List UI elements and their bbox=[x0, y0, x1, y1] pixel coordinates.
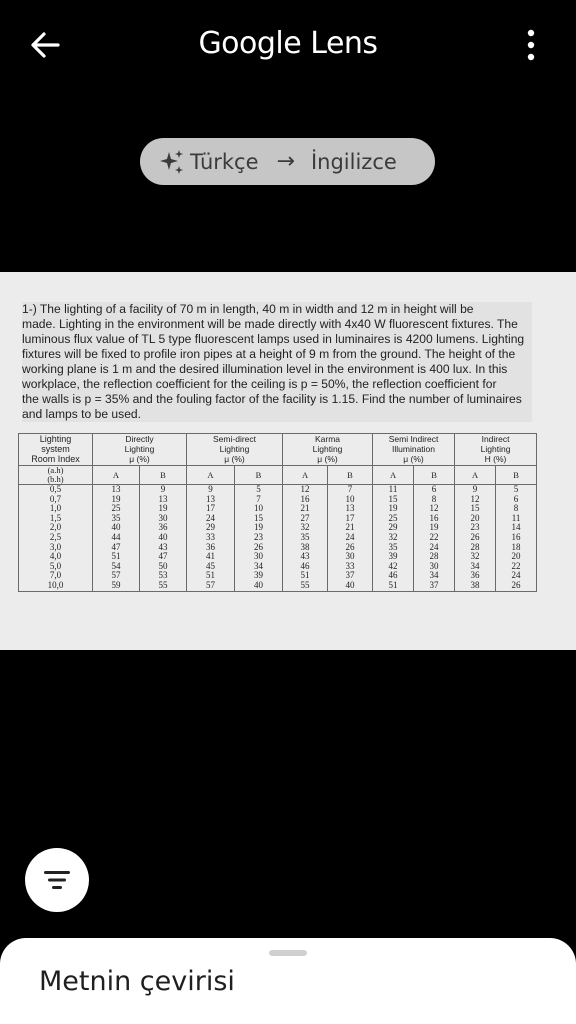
col-b-label: B bbox=[235, 466, 283, 485]
top-bar bbox=[0, 0, 576, 90]
header-group-mixed bbox=[283, 434, 373, 466]
table-cell: 32 bbox=[388, 531, 398, 542]
group-title: Semi Indirect bbox=[388, 434, 439, 444]
group-subtitle: Lighting bbox=[124, 444, 155, 454]
table-cell: 37 bbox=[345, 570, 355, 581]
sheet-title: Metnin çevirisi bbox=[39, 966, 235, 997]
table-cell: 24 bbox=[429, 541, 439, 552]
table-cell: 21 bbox=[300, 503, 310, 514]
table-cell: 33 bbox=[345, 560, 355, 571]
col-a-label: A bbox=[283, 466, 328, 485]
value-column bbox=[496, 485, 537, 592]
room-index-value: 5,0 bbox=[49, 560, 62, 571]
value-column bbox=[140, 485, 187, 592]
table-cell: 8 bbox=[431, 493, 437, 504]
table-cell: 24 bbox=[206, 512, 215, 523]
table-cell: 46 bbox=[388, 570, 398, 581]
table-cell: 26 bbox=[345, 541, 355, 552]
table-cell: 29 bbox=[206, 522, 215, 533]
table-cell: 32 bbox=[300, 522, 310, 533]
table-cell: 16 bbox=[429, 512, 439, 523]
room-index-value: 4,0 bbox=[49, 551, 62, 562]
table-cell: 41 bbox=[206, 551, 215, 562]
table-cell: 26 bbox=[254, 541, 263, 552]
group-unit: μ (%) bbox=[129, 454, 150, 464]
table-cell: 35 bbox=[300, 531, 310, 542]
table-cell: 8 bbox=[513, 503, 519, 514]
col-a-label: A bbox=[93, 466, 140, 485]
group-subtitle: Lighting bbox=[480, 444, 511, 454]
table-cell: 13 bbox=[111, 484, 121, 494]
table-cell: 19 bbox=[429, 522, 439, 533]
drag-handle[interactable] bbox=[269, 950, 307, 956]
value-column bbox=[93, 485, 140, 592]
room-index-value: 3,0 bbox=[49, 541, 62, 552]
room-index-value: 10,0 bbox=[47, 579, 64, 590]
table-cell: 26 bbox=[511, 579, 521, 590]
table-cell: 40 bbox=[345, 579, 355, 590]
table-cell: 24 bbox=[511, 570, 521, 581]
value-column bbox=[373, 485, 414, 592]
paragraph-line: fixtures will be fixed to profile iron pipes at a height of 9 m from the ground. The height of the bbox=[22, 347, 532, 362]
col-b-label: B bbox=[140, 466, 187, 485]
room-index-value: 2,0 bbox=[49, 522, 62, 533]
table-cell: 57 bbox=[206, 579, 215, 590]
table-cell: 22 bbox=[511, 560, 521, 571]
table-cell: 39 bbox=[388, 551, 398, 562]
sparkle-icon bbox=[158, 148, 186, 176]
bottom-sheet[interactable] bbox=[0, 938, 576, 1024]
paragraph-line: and lamps to be used. bbox=[22, 407, 532, 422]
table-cell: 23 bbox=[254, 531, 263, 542]
table-cell: 15 bbox=[388, 493, 398, 504]
language-selector[interactable] bbox=[140, 138, 435, 185]
col-a-label: A bbox=[455, 466, 496, 485]
table-cell: 19 bbox=[158, 503, 168, 514]
table-cell: 39 bbox=[254, 570, 263, 581]
col-b-label: B bbox=[496, 466, 537, 485]
table-cell: 11 bbox=[388, 484, 398, 494]
table-cell: 5 bbox=[513, 484, 519, 494]
table-cell: 37 bbox=[429, 579, 439, 590]
table-cell: 47 bbox=[158, 551, 168, 562]
target-language[interactable]: İngilizce bbox=[310, 149, 397, 174]
header-line: system bbox=[41, 444, 70, 454]
col-b-label: B bbox=[414, 466, 455, 485]
table-cell: 30 bbox=[254, 551, 263, 562]
room-index-value: 0,7 bbox=[49, 493, 62, 504]
table-cell: 27 bbox=[300, 512, 310, 523]
col-a-label: A bbox=[187, 466, 235, 485]
table-cell: 34 bbox=[254, 560, 263, 571]
row-index-label bbox=[19, 466, 93, 485]
header-group-direct bbox=[93, 434, 187, 466]
value-column bbox=[328, 485, 373, 592]
table-cell: 40 bbox=[158, 531, 168, 542]
table-cell: 12 bbox=[470, 493, 480, 504]
header-lighting-system bbox=[19, 434, 93, 466]
table-cell: 40 bbox=[111, 522, 121, 533]
value-column bbox=[414, 485, 455, 592]
room-index-column bbox=[19, 485, 93, 592]
paragraph-line: 1-) The lighting of a facility of 70 m in length, 40 m in width and 12 m in height will be bbox=[22, 302, 532, 317]
table-cell: 15 bbox=[254, 512, 263, 523]
table-cell: 12 bbox=[429, 503, 439, 514]
table-cell: 45 bbox=[206, 560, 215, 571]
header-group-semi-indirect bbox=[373, 434, 455, 466]
paragraph-line: luminous flux value of TL 5 type fluorescent lamps used in luminaires is 4200 lumens. Lighting bbox=[22, 332, 532, 347]
table-cell: 13 bbox=[345, 503, 355, 514]
paragraph-line: working plane is 1 m and the desired illumination level in the environment is 400 lux. In this bbox=[22, 362, 532, 377]
value-column bbox=[187, 485, 235, 592]
table-cell: 19 bbox=[111, 493, 121, 504]
group-subtitle: Lighting bbox=[219, 444, 250, 454]
room-index-value: 1,0 bbox=[49, 503, 62, 514]
table-cell: 26 bbox=[470, 531, 480, 542]
table-cell: 23 bbox=[470, 522, 480, 533]
table-cell: 11 bbox=[511, 512, 521, 523]
paragraph-line: the walls is p = 35% and the fouling factor of the facility is 1.15. Find the number of luminaires bbox=[22, 392, 532, 407]
room-index-value: 0,5 bbox=[49, 484, 62, 494]
table-cell: 14 bbox=[511, 522, 521, 533]
room-index-value: 2,5 bbox=[49, 531, 62, 542]
paragraph-line: workplace, the reflection coefficient for the ceiling is p = 50%, the reflection coefficient for bbox=[22, 377, 532, 392]
row-index-label-line: (b.h) bbox=[47, 474, 64, 484]
table-cell: 50 bbox=[158, 560, 168, 571]
table-cell: 29 bbox=[388, 522, 398, 533]
row-index-label-line: (a.h) bbox=[47, 465, 64, 475]
value-column bbox=[455, 485, 496, 592]
table-cell: 43 bbox=[158, 541, 168, 552]
header-group-indirect bbox=[455, 434, 537, 466]
table-cell: 24 bbox=[345, 531, 355, 542]
table-cell: 20 bbox=[511, 551, 521, 562]
table-cell: 34 bbox=[429, 570, 439, 581]
group-title: Indirect bbox=[481, 434, 510, 444]
problem-paragraph bbox=[22, 302, 532, 422]
table-cell: 7 bbox=[256, 493, 261, 504]
group-unit: H (%) bbox=[484, 454, 507, 464]
app-title: Google Lens bbox=[198, 26, 378, 61]
table-cell: 13 bbox=[206, 493, 215, 504]
table-cell: 6 bbox=[513, 493, 519, 504]
table-cell: 17 bbox=[345, 512, 355, 523]
table-cell: 25 bbox=[388, 512, 398, 523]
table-cell: 59 bbox=[111, 579, 121, 590]
table-cell: 21 bbox=[345, 522, 355, 533]
group-unit: μ (%) bbox=[403, 454, 424, 464]
table-cell: 57 bbox=[111, 570, 121, 581]
table-cell: 46 bbox=[300, 560, 310, 571]
table-cell: 33 bbox=[206, 531, 215, 542]
value-column bbox=[235, 485, 283, 592]
table-cell: 19 bbox=[254, 522, 263, 533]
table-cell: 10 bbox=[345, 493, 355, 504]
table-cell: 42 bbox=[388, 560, 398, 571]
table-cell: 28 bbox=[429, 551, 439, 562]
col-a-label: A bbox=[373, 466, 414, 485]
table-cell: 51 bbox=[300, 570, 310, 581]
col-b-label: B bbox=[328, 466, 373, 485]
table-cell: 16 bbox=[300, 493, 310, 504]
group-unit: μ (%) bbox=[224, 454, 245, 464]
group-subtitle: Lighting bbox=[312, 444, 343, 454]
table-cell: 6 bbox=[431, 484, 437, 494]
table-cell: 54 bbox=[111, 560, 121, 571]
table-cell: 51 bbox=[111, 551, 121, 562]
table-cell: 7 bbox=[347, 484, 353, 494]
room-index-value: 1,5 bbox=[49, 512, 62, 523]
table-cell: 15 bbox=[470, 503, 480, 514]
table-cell: 51 bbox=[388, 579, 398, 590]
table-cell: 30 bbox=[158, 512, 168, 523]
value-column bbox=[283, 485, 328, 592]
table-cell: 19 bbox=[388, 503, 398, 514]
table-cell: 36 bbox=[158, 522, 168, 533]
table-cell: 55 bbox=[300, 579, 310, 590]
group-title: Directly bbox=[125, 434, 154, 444]
header-line: Room Index bbox=[31, 454, 80, 464]
paragraph-line: made. Lighting in the environment will be made directly with 4x40 W fluorescent fixtures. The bbox=[22, 317, 532, 332]
group-title: Semi-direct bbox=[213, 434, 256, 444]
more-options-icon[interactable] bbox=[520, 28, 542, 62]
table-cell: 40 bbox=[254, 579, 263, 590]
table-cell: 10 bbox=[254, 503, 263, 514]
table-cell: 38 bbox=[300, 541, 310, 552]
filter-icon bbox=[25, 848, 89, 912]
table-cell: 34 bbox=[470, 560, 480, 571]
table-cell: 9 bbox=[208, 484, 213, 494]
table-cell: 30 bbox=[345, 551, 355, 562]
filter-button[interactable] bbox=[25, 848, 89, 912]
table-cell: 35 bbox=[388, 541, 398, 552]
group-subtitle: Illumination bbox=[392, 444, 436, 454]
table-cell: 16 bbox=[511, 531, 521, 542]
language-arrow-icon: → bbox=[276, 149, 295, 174]
table-cell: 22 bbox=[429, 531, 439, 542]
source-language[interactable]: Türkçe bbox=[190, 149, 259, 174]
table-cell: 30 bbox=[429, 560, 439, 571]
table-cell: 38 bbox=[470, 579, 480, 590]
table-cell: 25 bbox=[111, 503, 121, 514]
table-cell: 20 bbox=[470, 512, 480, 523]
translated-document bbox=[0, 272, 576, 650]
utilization-table bbox=[18, 433, 537, 592]
table-cell: 55 bbox=[158, 579, 168, 590]
table-cell: 9 bbox=[472, 484, 478, 494]
table-cell: 5 bbox=[256, 484, 261, 494]
table-cell: 12 bbox=[300, 484, 310, 494]
group-unit: μ (%) bbox=[317, 454, 338, 464]
table-cell: 35 bbox=[111, 512, 121, 523]
table-cell: 32 bbox=[470, 551, 480, 562]
table-cell: 28 bbox=[470, 541, 480, 552]
table-cell: 43 bbox=[300, 551, 310, 562]
table-cell: 53 bbox=[158, 570, 168, 581]
table-cell: 13 bbox=[158, 493, 168, 504]
header-group-semi-direct bbox=[187, 434, 283, 466]
table-cell: 36 bbox=[470, 570, 480, 581]
table-cell: 47 bbox=[111, 541, 121, 552]
table-cell: 44 bbox=[111, 531, 121, 542]
table-cell: 9 bbox=[160, 484, 166, 494]
table-cell: 36 bbox=[206, 541, 215, 552]
header-line: Lighting bbox=[39, 434, 72, 444]
group-title: Karma bbox=[314, 434, 341, 444]
table-cell: 18 bbox=[511, 541, 521, 552]
table-cell: 51 bbox=[206, 570, 215, 581]
room-index-value: 7,0 bbox=[49, 570, 62, 581]
table-cell: 17 bbox=[206, 503, 215, 514]
